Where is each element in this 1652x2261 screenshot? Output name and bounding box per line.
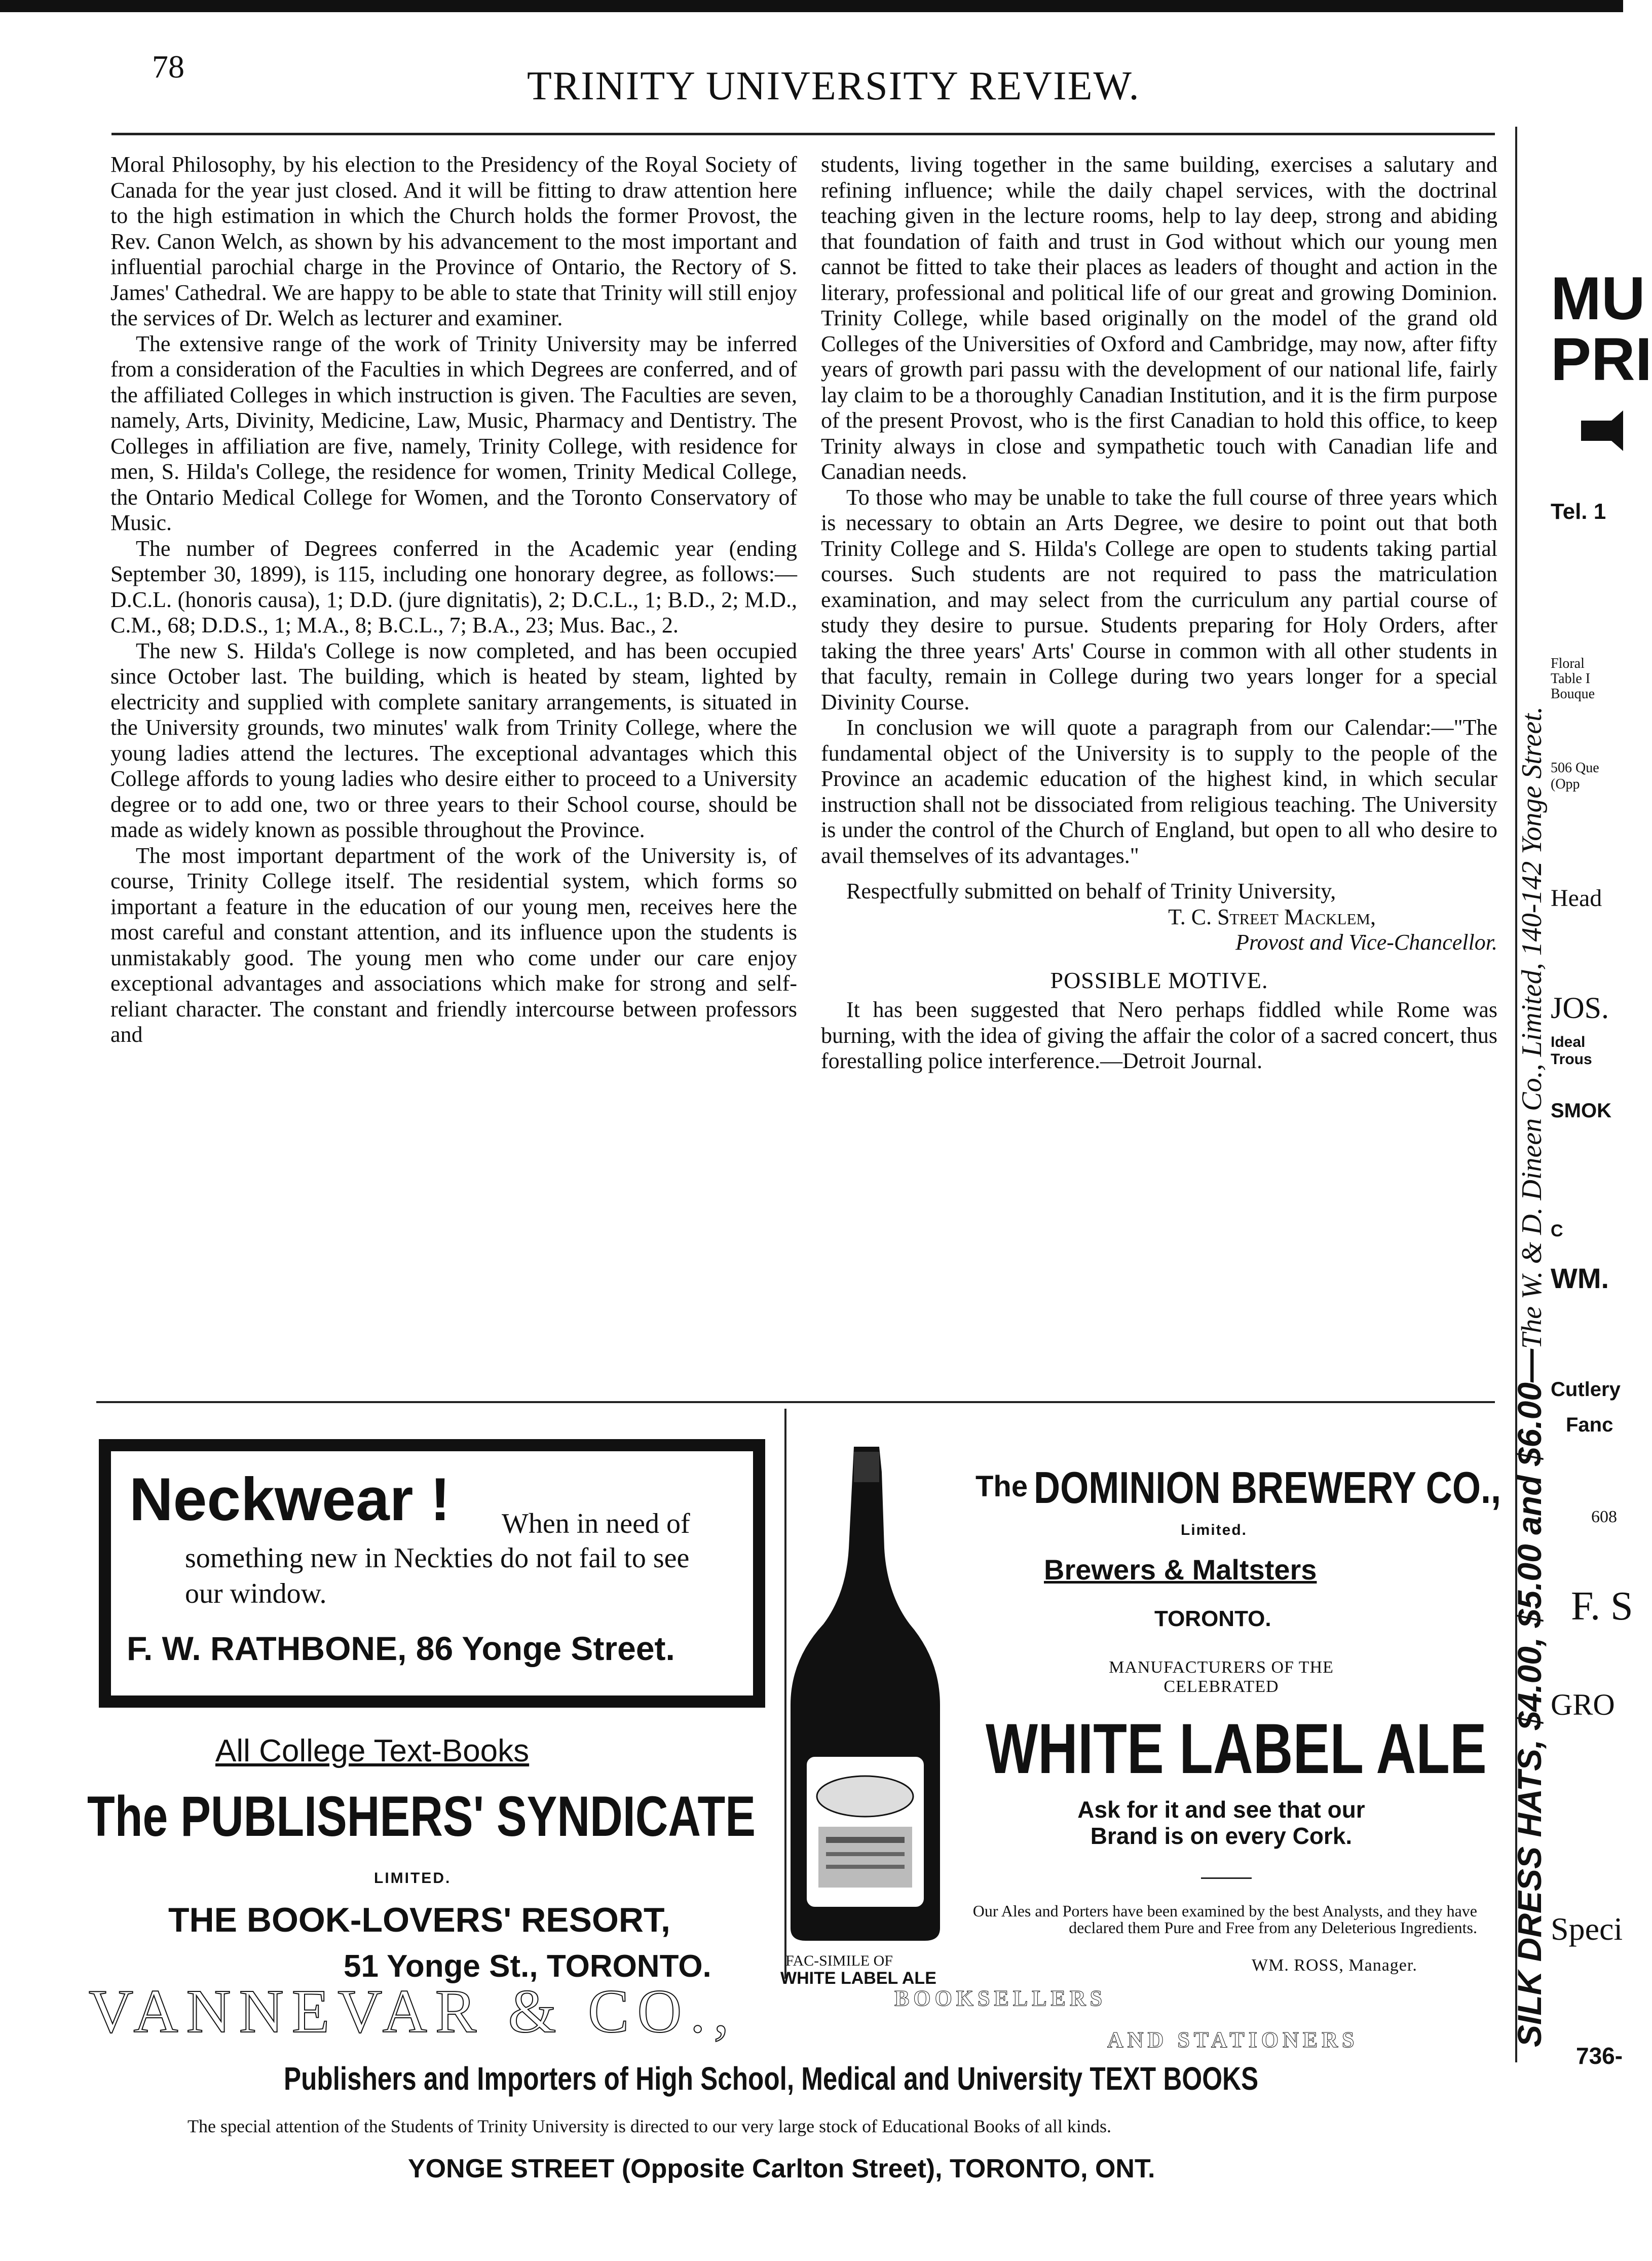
edge-fragment: Fanc <box>1566 1414 1613 1436</box>
brewery-limited: Limited. <box>1181 1522 1248 1538</box>
publishers-resort: THE BOOK-LOVERS' RESORT, <box>168 1901 670 1939</box>
vannevar-special: The special attention of the Students of Trinity University is directed to our very large stock of Educational Books of all kinds. <box>187 2116 1112 2136</box>
running-title: TRINITY UNIVERSITY REVIEW. <box>527 64 1140 108</box>
brewery-product: WHITE LABEL ALE <box>986 1709 1487 1788</box>
bottle-caption-line1: FAC-SIMILE OF <box>785 1952 893 1969</box>
edge-fragment: 506 Que (Opp <box>1551 760 1599 792</box>
neckwear-line1: When in need of <box>502 1508 690 1539</box>
neckwear-line2: something new in Neckties do not fail to see our window. <box>185 1542 690 1609</box>
article-paragraph: The extensive range of the work of Trinity University may be inferred from a consideration of the Faculties in which Degrees are conferred, and of the affiliated Colleges in which instruction is given. The Faculties are seven, namely, Arts, Divinity, Medicine, Law, Music, Pharmacy and Dentistry. The Colleges in affiliation are five, namely, Trinity College, with residence for men, S. Hilda's College, the residence for women, Trinity Medical College, the Ontario Medical College for Women, and the Toronto Conservatory of Music. <box>110 331 797 535</box>
publishers-limited: LIMITED. <box>374 1870 452 1887</box>
page-number: 78 <box>152 49 184 85</box>
motive-heading: POSSIBLE MOTIVE. <box>1050 967 1268 993</box>
signatory-name: T. C. Street Macklem, <box>1168 904 1376 929</box>
brewery-analysis: Our Ales and Porters have been examined by the best Analysts, and they have declared them Pure and Free from any Deleterious Ingredients. <box>972 1902 1477 1937</box>
pointing-hand-icon <box>1581 400 1623 461</box>
brewery-city: TORONTO. <box>1154 1606 1271 1631</box>
article-paragraph: The new S. Hilda's College is now completed, and has been occupied since October last. The building, which is heated by steam, lighted by electricity and supplied with complete sanitary arrangements, is situated in the University grounds, two minutes' walk from Trinity College, where the young ladies attend the lectures. The exceptional advantages which this College affords to young ladies who desire either to proceed to a University degree or to add one, two or three years to their School course, should be made as widely known as possible throughout the Province. <box>110 638 797 842</box>
edge-fragment: PRI <box>1551 325 1652 393</box>
vannevar-booksellers: BOOKSELLERS <box>894 1986 1107 2011</box>
article-right-column <box>821 152 1497 1074</box>
edge-fragment: MU <box>1551 265 1645 332</box>
ad-section-rule <box>96 1401 1495 1403</box>
signatory-title: Provost and Vice-Chancellor. <box>1235 930 1497 955</box>
edge-fragment: GRO <box>1551 1688 1615 1721</box>
edge-fragment: WM. <box>1551 1262 1609 1294</box>
brewery-manager: WM. ROSS, Manager. <box>1252 1956 1417 1975</box>
article-paragraph: Moral Philosophy, by his election to the Presidency of the Royal Society of Canada for the year just closed. And it will be fitting to draw attention here to the high estimation in which the Church holds the former Provost, the Rev. Canon Welch, as shown by his advancement to the most important and influential parochial charge in the Province of Ontario, the Rectory of S. James' Cathedral. We are happy to be able to state that Trinity will still enjoy the services of Dr. Welch as lecturer and examiner. <box>110 152 797 330</box>
vannevar-stationers: AND STATIONERS <box>1107 2027 1359 2052</box>
edge-fragment: 608 <box>1591 1508 1617 1526</box>
brewery-name: DOMINION BREWERY CO., <box>1034 1462 1501 1513</box>
edge-fragment: Floral Table I Bouque <box>1551 656 1595 702</box>
vertical-margin-bold: SILK DRESS HATS, $4.00, $5.00 and $6.00— <box>1511 1348 1548 2047</box>
edge-fragment: F. S <box>1571 1584 1633 1629</box>
vannevar-address: YONGE STREET (Opposite Carlton Street), TORONTO, ONT. <box>408 2154 1155 2183</box>
neckwear-title: Neckwear ! <box>129 1465 450 1533</box>
brewery-ask: Ask for it and see that our Brand is on every Cork. <box>1077 1796 1365 1849</box>
closing-line: Respectfully submitted on behalf of Trinity University, <box>846 879 1336 903</box>
vannevar-publishers: Publishers and Importers of High School, Medical and University TEXT BOOKS <box>284 2060 1259 2097</box>
vannevar-name: VANNEVAR & CO., <box>89 1977 737 2046</box>
brewery-trade: Brewers & Maltsters <box>1044 1554 1317 1586</box>
edge-fragment: Ideal Trous <box>1551 1034 1592 1068</box>
article-paragraph: In conclusion we will quote a paragraph from our Calendar:—"The fundamental object of the University is to supply to the people of the Province an academic education of the highest kind, in which secular instruction shall not be dissociated from religious teaching. The University is under the control of the Church of England, but open to all who desire to avail themselves of its advantages." <box>821 715 1497 868</box>
vertical-margin-italic: The W. & D. Dineen Co., Limited, 140-142 Yonge Street. <box>1516 706 1548 1349</box>
article-paragraph: The number of Degrees conferred in the Academic year (ending September 30, 1899), is 115, including one honorary degree, as follows:—D.C.L. (honoris causa), 1; D.D. (jure dignitatis), 2; D.C.L., 1; B.D., 2; M.D., C.M., 68; D.D.S., 1; M.A., 8; B.C.L., 7; B.A., 23; Mus. Bac., 2. <box>110 536 797 637</box>
scan-edge-top <box>0 0 1623 12</box>
article-paragraph: The most important department of the work of the University is, of course, Trinity College itself. The residential system, which forms so important a feature in the education of our young men, receives here the most careful and constant attention, and its influence upon the students is unmistakably good. The young men who come under our care enjoy exceptional advantages and associations which make for strong and self-reliant character. The constant and friendly intercourse between professors and <box>110 843 797 1047</box>
edge-fragment: Head <box>1551 885 1602 912</box>
bottle-caption-line2: WHITE LABEL ALE <box>780 1969 936 1988</box>
vertical-margin-ad <box>1510 706 1549 2047</box>
article-left-column <box>110 152 797 1048</box>
edge-fragment: Speci <box>1551 1911 1623 1947</box>
neckwear-firm: F. W. RATHBONE, 86 Yonge Street. <box>127 1630 675 1667</box>
publishers-name: The PUBLISHERS' SYNDICATE <box>87 1785 756 1848</box>
edge-fragment: C <box>1551 1221 1563 1240</box>
edge-fragment: JOS. <box>1551 991 1609 1025</box>
brewery-manufacturers: MANUFACTURERS OF THE CELEBRATED <box>1109 1658 1334 1696</box>
edge-fragment: Cutlery <box>1551 1378 1621 1401</box>
brewery-the: The <box>975 1470 1028 1503</box>
edge-fragment: Tel. 1 <box>1551 499 1606 524</box>
publishers-tagline: All College Text-Books <box>215 1734 530 1768</box>
article-paragraph: To those who may be unable to take the full course of three years which is necessary to obtain an Arts Degree, we desire to point out that both Trinity College and S. Hilda's College are open to students taking partial courses. Such students are not required to pass the matriculation examination, and may select from the curriculum any partial course of study they desire to pursue. Students preparing for Holy Orders, after taking the three years' Arts' Course in common with all other students in that faculty, remain in College during two years longer for a special Divinity Course. <box>821 484 1497 714</box>
article-paragraph: students, living together in the same building, exercises a salutary and refining influence; while the daily chapel services, with the doctrinal teaching given in the lecture rooms, help to lay deep, strong and abiding that foundation of faith and trust in God without which our young men cannot be fitted to take their places as leaders of thought and action in the literary, professional and political life of our great and growing Dominion. Trinity College, while based originally on the model of the grand old Colleges of the Universities of Oxford and Cambridge, may now, after fifty years of growth pari passu with the development of our national life, fairly lay claim to be a thoroughly Canadian Institution, and it is the firm purpose of the present Provost, who is the first Canadian to hold this office, to keep Trinity always in close and sympathetic touch with Canadian life and Canadian needs. <box>821 152 1497 484</box>
brewery-short-rule <box>1201 1877 1252 1879</box>
publishers-address: 51 Yonge St., TORONTO. <box>344 1949 711 1984</box>
ale-bottle-illustration <box>778 1442 950 1946</box>
header-rule <box>111 133 1495 135</box>
motive-body: It has been suggested that Nero perhaps fiddled while Rome was burning, with the idea of giving the affair the color of a sacred concert, thus forestalling police interference.—Detroit Journal. <box>821 997 1497 1073</box>
edge-fragment: 736- <box>1576 2043 1623 2069</box>
edge-fragment: SMOK <box>1551 1100 1611 1122</box>
